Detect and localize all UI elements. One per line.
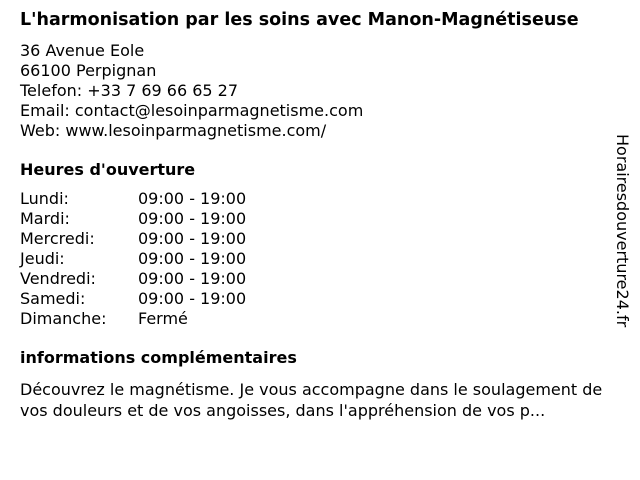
hours-table <box>20 189 246 329</box>
day-time: 09:00 - 19:00 <box>138 209 247 228</box>
day-label: Vendredi: <box>20 269 96 288</box>
day-time: 09:00 - 19:00 <box>138 269 247 288</box>
hours-heading: Heures d'ouverture <box>20 160 196 179</box>
address-block <box>20 41 610 141</box>
day-label: Lundi: <box>20 189 69 208</box>
hours-row <box>20 209 246 229</box>
hours-row <box>20 189 246 209</box>
info-description: Découvrez le magnétisme. Je vous accompagne dans le soulagement de vos douleurs et de vos angoisses, dans l'appréhension de vos p... <box>20 380 603 420</box>
day-label: Dimanche: <box>20 309 107 328</box>
day-label: Samedi: <box>20 289 86 308</box>
city: 66100 Perpignan <box>20 61 157 80</box>
hours-row <box>20 249 246 269</box>
street: 36 Avenue Eole <box>20 41 145 60</box>
website: Web: www.lesoinparmagnetisme.com/ <box>20 121 327 140</box>
hours-row <box>20 269 246 289</box>
day-time: 09:00 - 19:00 <box>138 289 247 308</box>
day-label: Mardi: <box>20 209 70 228</box>
hours-row <box>20 289 246 309</box>
info-heading: informations complémentaires <box>20 348 297 367</box>
day-time: Fermé <box>138 309 188 328</box>
hours-row <box>20 309 246 329</box>
day-time: 09:00 - 19:00 <box>138 229 247 248</box>
page-title: L'harmonisation par les soins avec Manon-Magnétiseuse <box>20 10 579 30</box>
hours-row <box>20 229 246 249</box>
day-time: 09:00 - 19:00 <box>138 249 247 268</box>
day-label: Mercredi: <box>20 229 95 248</box>
day-time: 09:00 - 19:00 <box>138 189 247 208</box>
site-watermark: Horairesdouverture24.fr <box>613 134 632 328</box>
phone: Telefon: +33 7 69 66 65 27 <box>20 81 239 100</box>
email: Email: contact@lesoinparmagnetisme.com <box>20 101 364 120</box>
content <box>20 10 610 421</box>
day-label: Jeudi: <box>20 249 65 268</box>
